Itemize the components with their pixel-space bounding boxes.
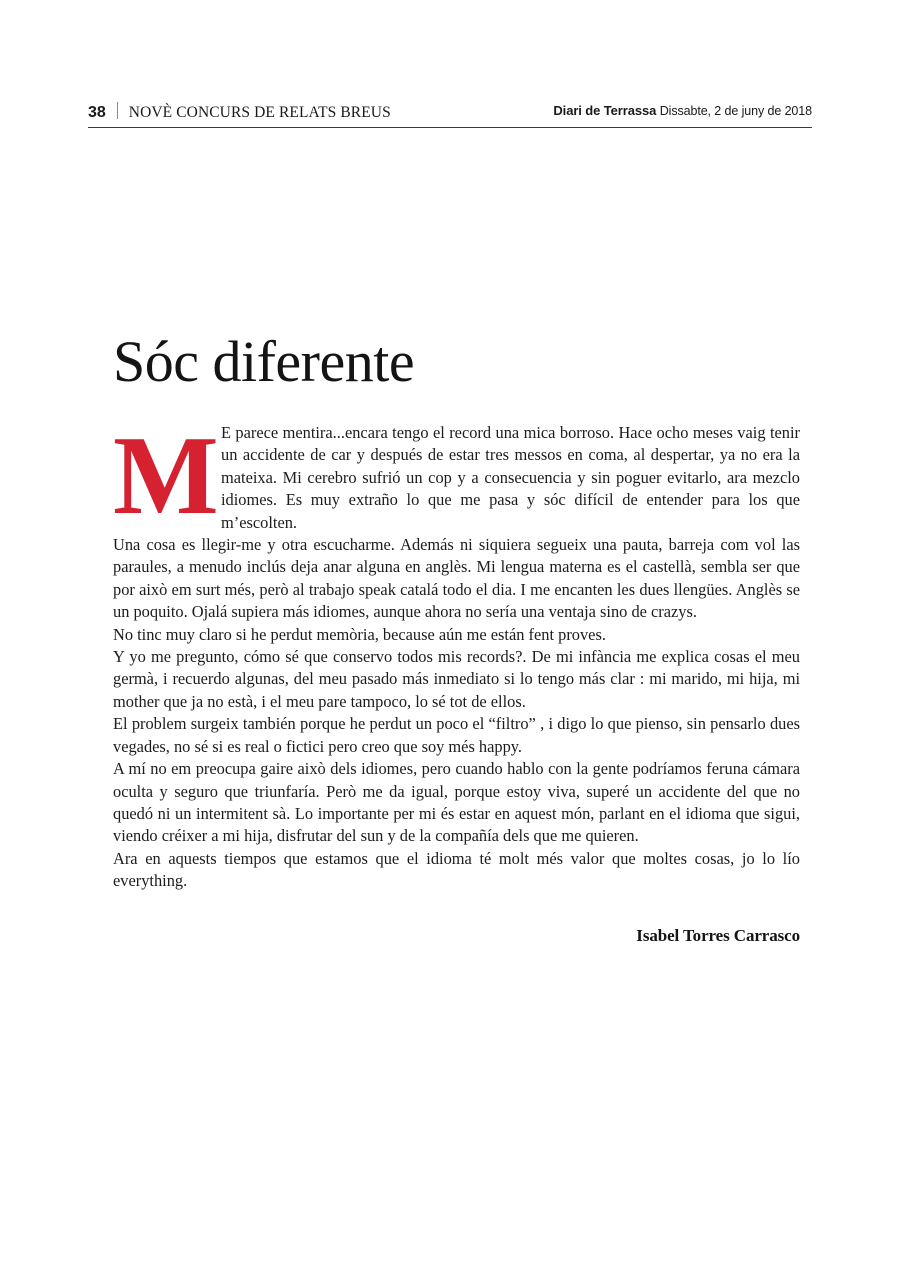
paragraph: A mí no em preocupa gaire això dels idiomes, pero cuando hablo con la gente podríamos feruna cámara oculta y seguro que triunfaría. Però me da igual, porque estoy viva, superé un accidente del que no quedó ni un intermitent sà. Lo importante per mi és estar en aquest món, parlant en el idioma que sigui, viendo créixer a mi hija, disfrutar del sun y de la compañía dels que me quieren.	[113, 759, 800, 846]
header-rule	[88, 127, 812, 128]
paragraph: No tinc muy claro si he perdut memòria, because aún me están fent proves.	[113, 624, 606, 644]
article	[113, 330, 800, 947]
author-byline: Isabel Torres Carrasco	[636, 925, 800, 945]
article-body	[113, 414, 800, 893]
drop-cap: M	[113, 414, 217, 538]
publication-name: Diari de Terrassa	[553, 103, 657, 118]
running-head-right	[553, 101, 812, 121]
folio-divider	[117, 102, 118, 119]
paragraph: El problem surgeix también porque he perdut un poco el “filtro” , i digo lo que pienso, sin pensarlo dues vegades, no sé si es real o fictici pero creo que soy més happy.	[113, 714, 800, 756]
paragraph: Ara en aquests tiempos que estamos que el idioma té molt més valor que moltes cosas, jo lo lío everything.	[113, 848, 800, 891]
page-number: 38	[88, 104, 106, 121]
paragraph: Y yo me pregunto, cómo sé que conservo todos mis records?. De mi infància me explica cosas el meu germà, i recuerdo algunas, del meu pasado más inmediato si lo tengo más clar : mi marido, mi hija, mi mother que ja no està, i el meu pare tampoco, lo sé tot de ellos.	[113, 647, 800, 711]
paragraph: Una cosa es llegir-me y otra escucharme. Además ni siquiera segueix una pauta, barreja com vol las paraules, a menudo inclús deja anar alguna en anglès. Mi lengua materna es el castellà, sembla ser que por això em surt més, però al trabajo speak catalá todo el dia. I me encanten les dues llengües. Anglès se un poquito. Ojalá supiera más idiomes, aunque ahora no sería una ventaja sino de crazys.	[113, 535, 800, 622]
running-head	[88, 100, 812, 124]
lead-paragraph: E parece mentira...encara tengo el record una mica borroso. Hace ocho meses vaig tenir un accidente de car y después de estar tres messos en coma, al despertar, ya no era la mateixa. Mi cerebro sufrió un cop y a consecuencia y sin poguer evitarlo, ara mezclo idiomes. Es muy extraño lo que me pasa y sóc difícil de entender para los que m’escolten.	[221, 423, 800, 532]
issue-date: Dissabte, 2 de juny de 2018	[659, 104, 812, 118]
section-title: NOVÈ CONCURS DE RELATS BREUS	[128, 104, 391, 121]
page-title: Sóc diferente	[113, 329, 415, 394]
running-head-left	[88, 100, 391, 123]
